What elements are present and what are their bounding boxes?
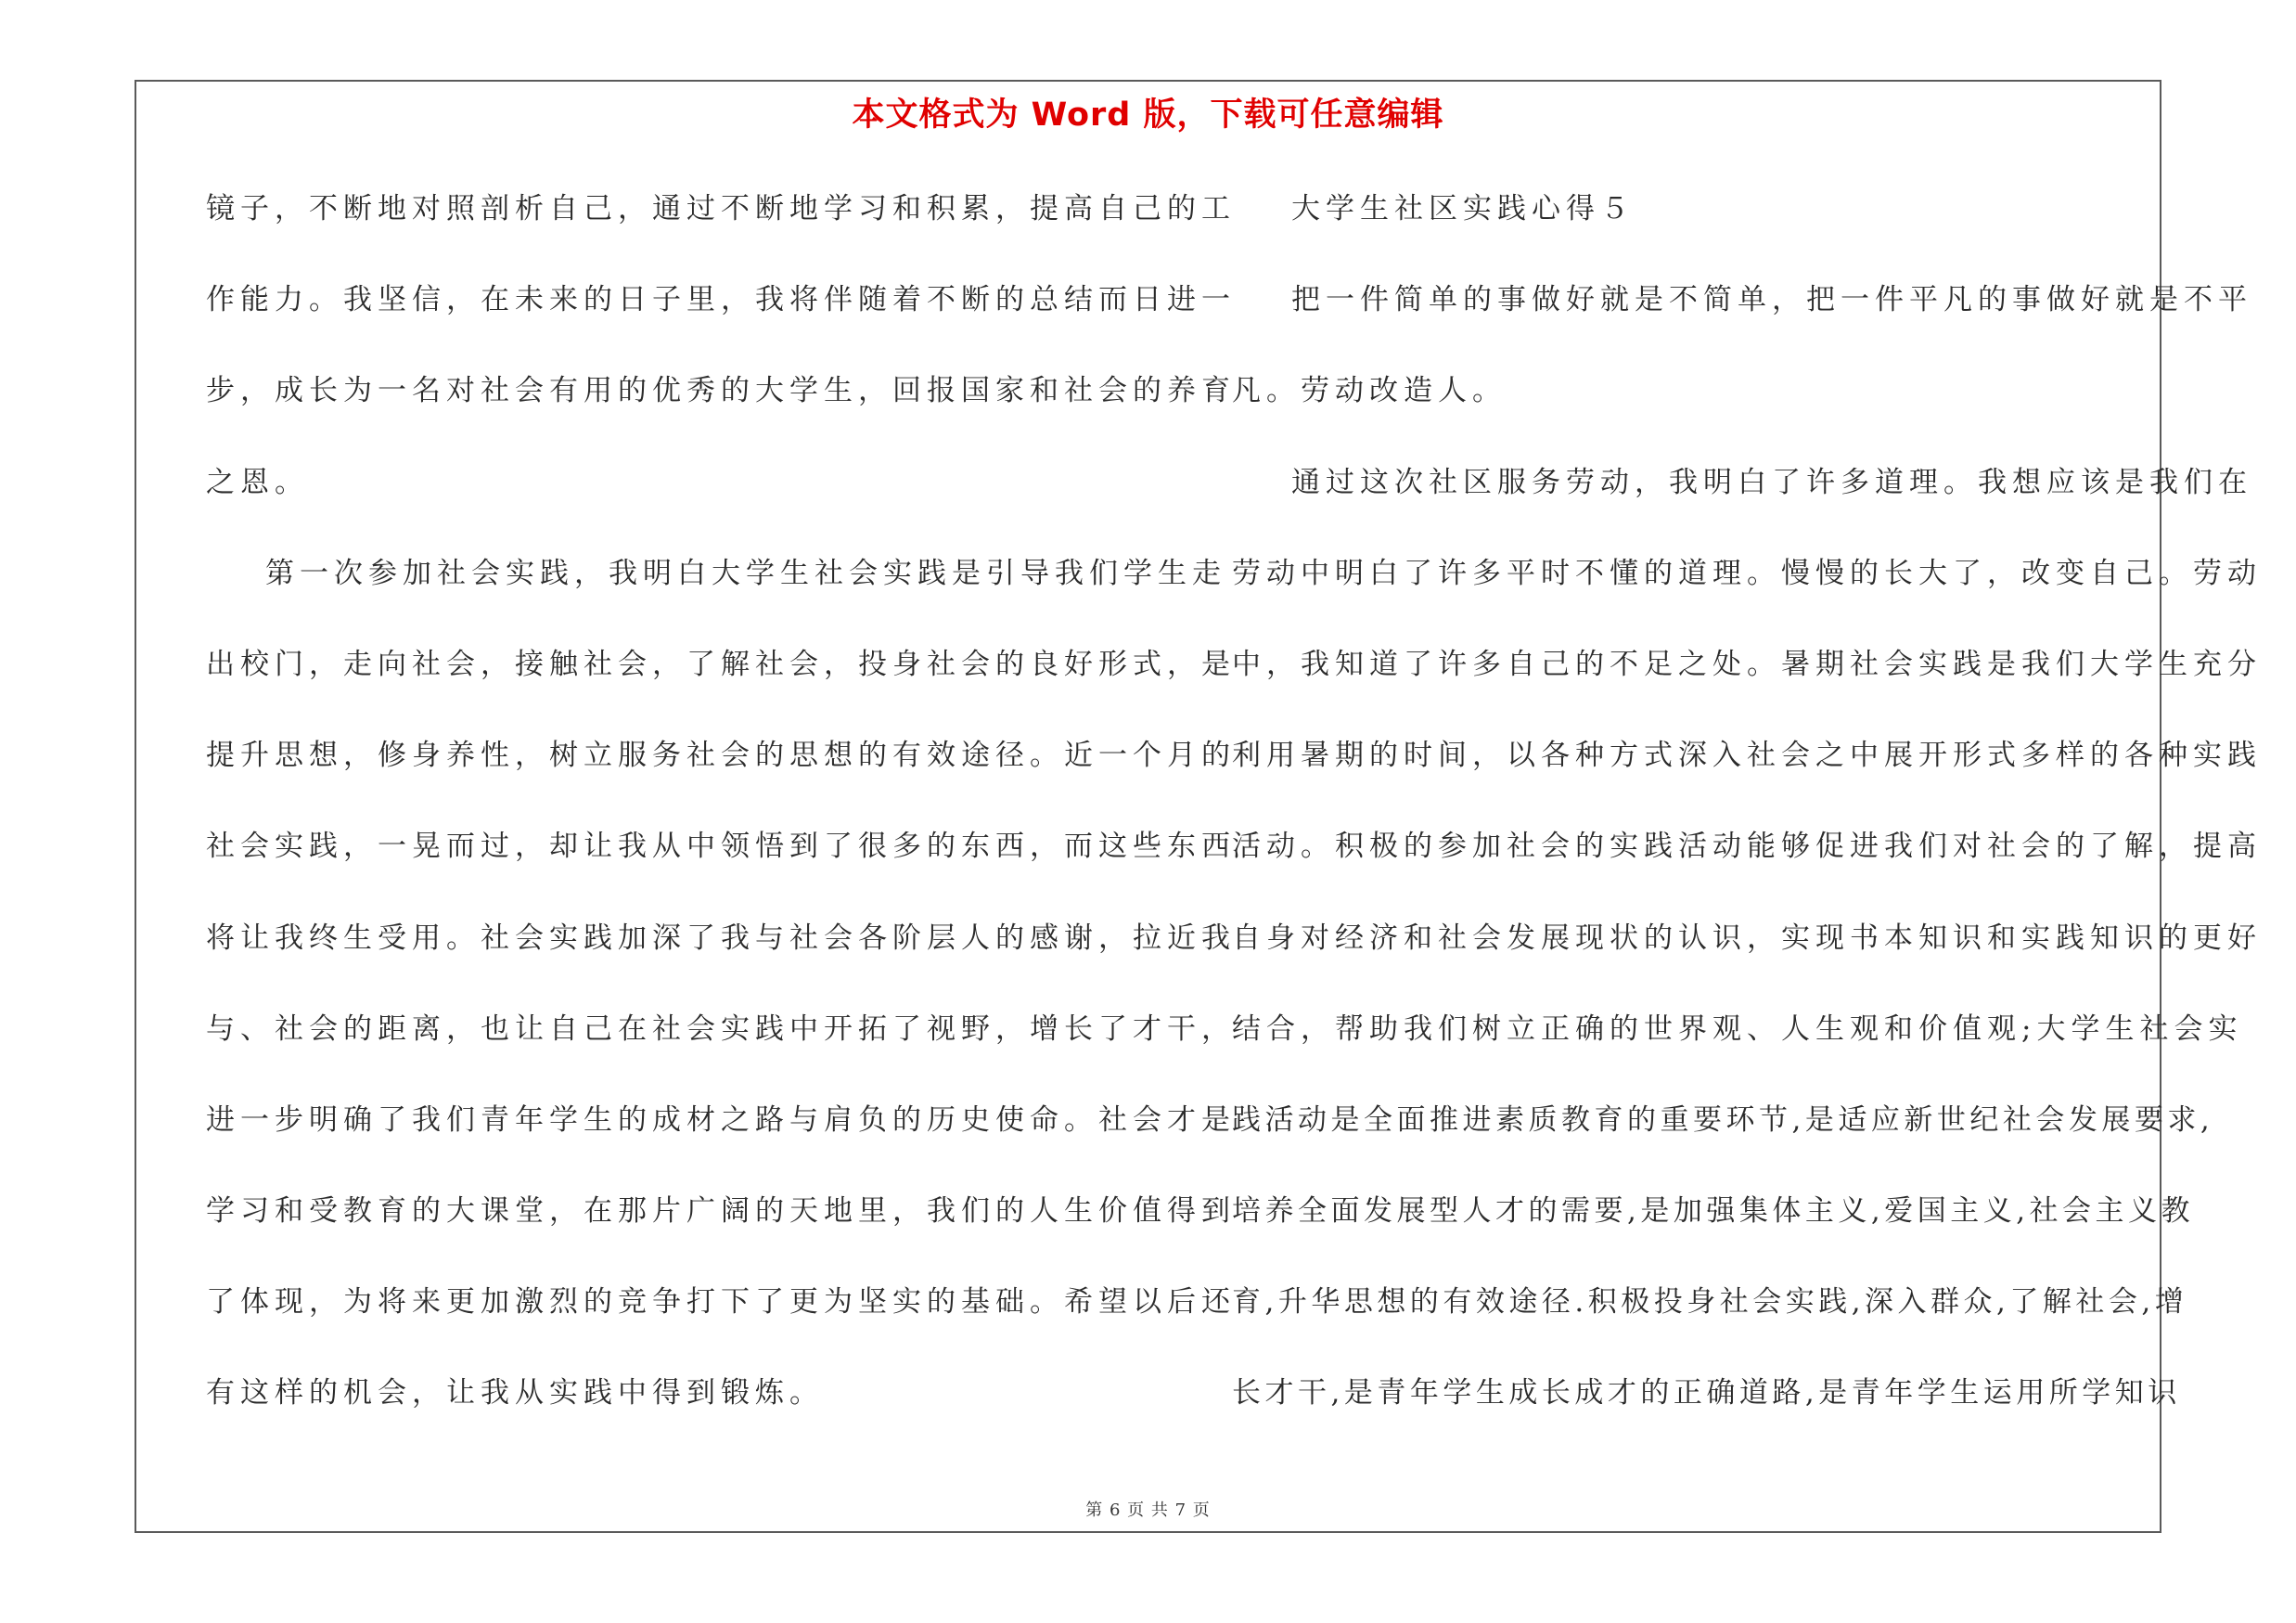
text-line: 践活动是全面推进素质教育的重要环节,是适应新世纪社会发展要求, xyxy=(1232,1102,2214,1137)
text-line: 第一次参加社会实践，我明白大学生社会实践是引导我们学生走 xyxy=(265,556,1226,590)
text-line: 镜子，不断地对照剖析自己，通过不断地学习和积累，提高自己的工 xyxy=(206,192,1236,225)
text-line: 自身对经济和社会发展现状的认识，实现书本知识和实践知识的更好 xyxy=(1232,921,2262,955)
text-line: 进一步明确了我们青年学生的成材之路与肩负的历史使命。社会才是 xyxy=(206,1102,1236,1137)
text-line: 学习和受教育的大课堂，在那片广阔的天地里，我们的人生价值得到 xyxy=(206,1194,1236,1229)
text-line: 培养全面发展型人才的需要,是加强集体主义,爱国主义,社会主义教 xyxy=(1232,1194,2195,1229)
text-line: 把一件简单的事做好就是不简单，把一件平凡的事做好就是不平 xyxy=(1291,283,2252,317)
text-line: 将让我终生受用。社会实践加深了我与社会各阶层人的感谢，拉近我 xyxy=(206,921,1236,955)
text-line: 凡。劳动改造人。 xyxy=(1232,374,1507,408)
text-line: 作能力。我坚信，在未来的日子里，我将伴随着不断的总结而日进一 xyxy=(206,283,1236,317)
text-line: 劳动中明白了许多平时不懂的道理。慢慢的长大了，改变自己。劳动 xyxy=(1232,556,2262,590)
text-line: 中，我知道了许多自己的不足之处。暑期社会实践是我们大学生充分 xyxy=(1232,647,2262,681)
text-line: 提升思想，修身养性，树立服务社会的思想的有效途径。近一个月的 xyxy=(206,739,1236,773)
document-header: 本文格式为 Word 版，下载可任意编辑 xyxy=(852,97,1444,134)
text-line: 与、社会的距离，也让自己在社会实践中开拓了视野，增长了才干， xyxy=(206,1011,1236,1046)
text-line: 长才干,是青年学生成长成才的正确道路,是青年学生运用所学知识 xyxy=(1232,1376,2181,1410)
right-text-column xyxy=(1232,181,2262,1457)
text-line: 社会实践，一晃而过，却让我从中领悟到了很多的东西，而这些东西 xyxy=(206,830,1236,864)
page-number-footer: 第 6 页 共 7 页 xyxy=(1085,1501,1211,1520)
text-line: 通过这次社区服务劳动，我明白了许多道理。我想应该是我们在 xyxy=(1291,465,2252,499)
text-line: 了体现，为将来更加激烈的竞争打下了更为坚实的基础。希望以后还 xyxy=(206,1285,1236,1320)
text-line: 出校门，走向社会，接触社会，了解社会，投身社会的良好形式，是 xyxy=(206,647,1236,681)
left-text-column xyxy=(206,181,1236,1457)
text-line: 利用暑期的时间，以各种方式深入社会之中展开形式多样的各种实践 xyxy=(1232,739,2262,773)
text-line: 有这样的机会，让我从实践中得到锻炼。 xyxy=(206,1376,824,1410)
text-line: 育,升华思想的有效途径.积极投身社会实践,深入群众,了解社会,增 xyxy=(1232,1285,2188,1320)
text-line: 之恩。 xyxy=(206,465,309,499)
text-line: 活动。积极的参加社会的实践活动能够促进我们对社会的了解，提高 xyxy=(1232,830,2262,864)
text-line: 步，成长为一名对社会有用的优秀的大学生，回报国家和社会的养育 xyxy=(206,374,1236,408)
text-line: 结合，帮助我们树立正确的世界观、人生观和价值观;大学生社会实 xyxy=(1232,1011,2243,1046)
section-heading: 大学生社区实践心得５ xyxy=(1291,192,1635,225)
